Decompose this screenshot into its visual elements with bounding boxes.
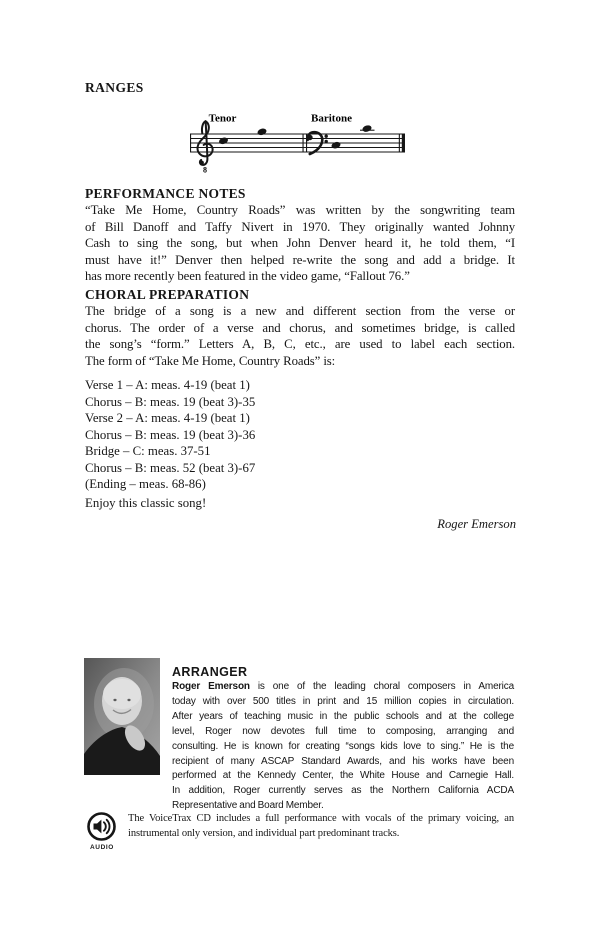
staff-svg bbox=[188, 106, 408, 178]
text-line: “Take Me Home, Country Roads” was written by the songwriting team bbox=[85, 203, 515, 217]
text-line: of Bill Danoff and Taffy Nivert in 1970. They originally wanted Johnny bbox=[85, 219, 515, 234]
form-line: Verse 2 – A: meas. 4-19 (beat 1) bbox=[85, 411, 250, 425]
baritone-low-note bbox=[331, 141, 342, 150]
performance-notes-section bbox=[85, 186, 515, 285]
arranger-section bbox=[172, 665, 514, 814]
tenor-low-note bbox=[218, 136, 229, 145]
bio-line: consulting. He is known for creating “songs kids love to sing.” He is the bbox=[172, 740, 514, 752]
tenor-high-note bbox=[257, 127, 268, 136]
arranger-signature: Roger Emerson bbox=[437, 517, 516, 531]
bio-line-text: is one of the leading choral composers in America bbox=[249, 681, 515, 692]
baritone-high-note bbox=[360, 124, 375, 133]
bio-line: level, Roger now devotes full time to composing, arranging and bbox=[172, 725, 514, 737]
form-line: Chorus – B: meas. 52 (beat 3)-67 bbox=[85, 460, 256, 475]
performance-notes-heading: PERFORMANCE NOTES bbox=[85, 186, 246, 201]
audio-speaker-icon bbox=[86, 811, 117, 842]
choral-preparation-section bbox=[85, 287, 515, 369]
choral-preparation-heading: CHORAL PREPARATION bbox=[85, 287, 250, 302]
form-line: Chorus – B: meas. 19 (beat 3)-35 bbox=[85, 394, 256, 409]
song-form-list bbox=[85, 377, 515, 493]
form-line: (Ending – meas. 68-86) bbox=[85, 477, 206, 491]
text-line: the song’s “form.” Letters A, B, C, etc., are used to label each section. bbox=[85, 337, 515, 352]
arranger-name: Roger Emerson bbox=[172, 681, 250, 692]
form-line: Bridge – C: meas. 37-51 bbox=[85, 444, 211, 458]
bio-line bbox=[172, 680, 514, 695]
text-line: instrumental only version, and individual part predominant tracks. bbox=[128, 827, 400, 839]
arranger-heading: ARRANGER bbox=[172, 665, 248, 679]
form-line: Chorus – B: meas. 19 (beat 3)-36 bbox=[85, 427, 256, 442]
bio-line: Representative and Board Member. bbox=[172, 800, 324, 812]
text-line: The form of “Take Me Home, Country Roads” is: bbox=[85, 353, 336, 368]
bio-line: In addition, Roger currently serves as the Northern California ACDA bbox=[172, 785, 514, 797]
text-line: The VoiceTrax CD includes a full performance with vocals of the primary voicing, an bbox=[128, 813, 514, 824]
audio-label: AUDIO bbox=[90, 844, 114, 851]
ranges-staff bbox=[188, 106, 408, 178]
octave-marker: 8 bbox=[203, 165, 207, 175]
bio-line: today with over 500 titles in print and 15 million copies in circulation. bbox=[172, 695, 514, 707]
bio-line: After years of teaching music in the public schools and at the college bbox=[172, 710, 514, 722]
voicetrax-note bbox=[128, 812, 514, 841]
tenor-label: Tenor bbox=[208, 112, 237, 125]
ranges-heading: RANGES bbox=[85, 80, 144, 95]
bio-line: performed at the Kennedy Center, the White House and Carnegie Hall. bbox=[172, 770, 514, 782]
bio-line: recipient of many ASCAP Standard Awards, and his works have been bbox=[172, 755, 514, 767]
text-line: has more recently been featured in the video game, “Fallout 76.” bbox=[85, 269, 410, 284]
text-line: The bridge of a song is a new and different section from the verse or bbox=[85, 304, 515, 318]
baritone-label: Baritone bbox=[311, 112, 352, 125]
arranger-photo bbox=[84, 658, 160, 775]
form-line: Verse 1 – A: meas. 4-19 (beat 1) bbox=[85, 378, 250, 392]
text-line: Cash to sing the song, but when John Denver heard it, he told them, “I bbox=[85, 236, 515, 251]
arranger-photo-image bbox=[84, 658, 160, 775]
closing-message: Enjoy this classic song! bbox=[85, 496, 207, 510]
text-line: must have it!” Denver then helped re-write the song and add a bridge. It bbox=[85, 252, 515, 267]
text-line: chorus. The order of a verse and chorus, and sometimes bridge, is called bbox=[85, 320, 515, 335]
